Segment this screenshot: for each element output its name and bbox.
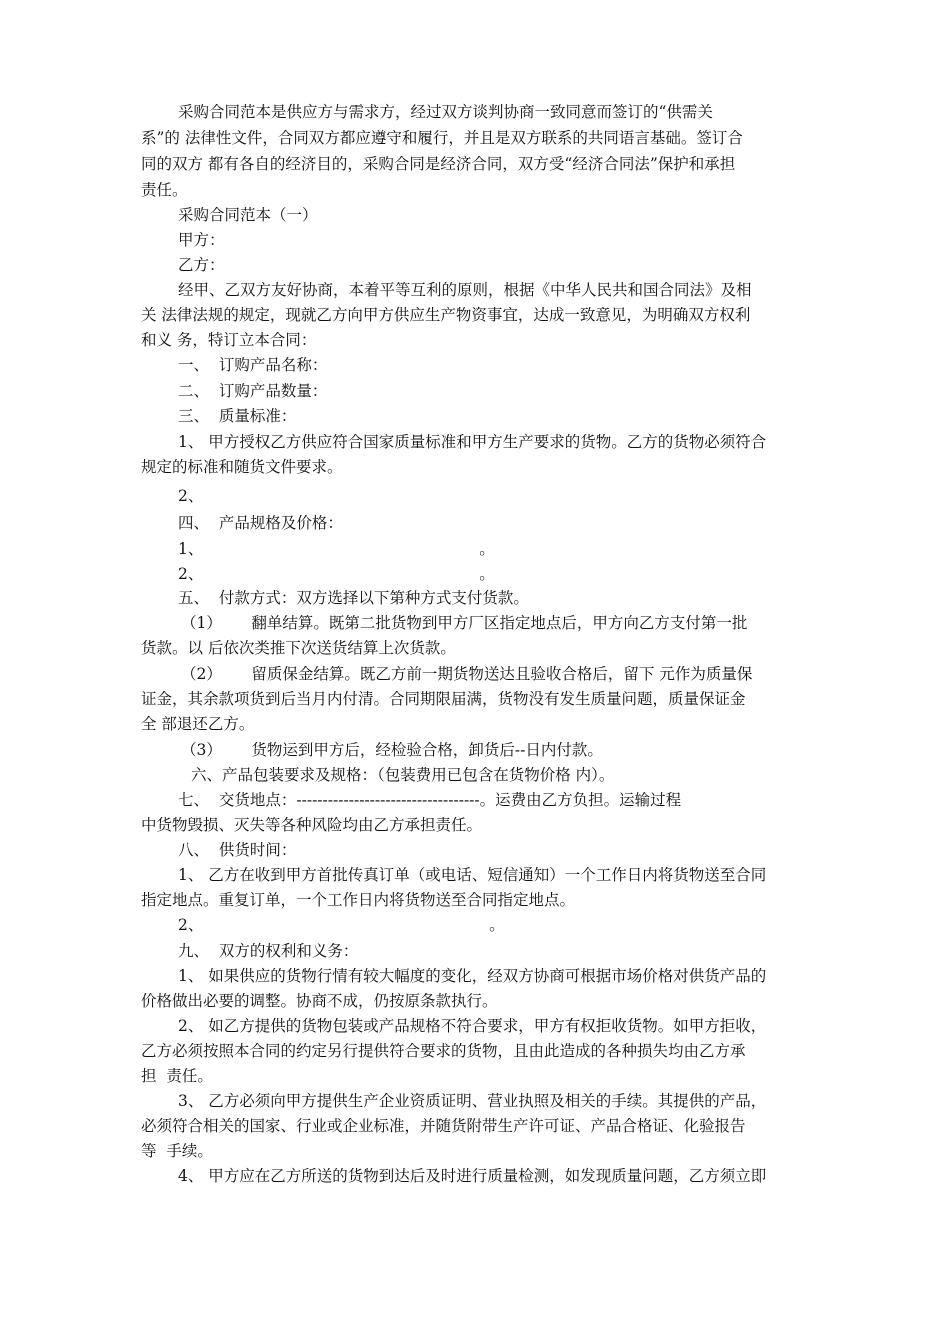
clause-heading: 六、产品包装要求及规格：（包装费用已包含在货物价格 内）。: [191, 766, 615, 784]
text-line: 系”的 法律性文件，合同双方都应遵守和履行，并且是双方联系的共同语言基础。签订合: [141, 129, 743, 147]
text-line: 中货物毁损、灭失等各种风险均由乙方承担责任。: [141, 816, 483, 834]
text-line: 采购合同范本是供应方与需求方，经过双方谈判协商一致同意而签订的“供需关: [178, 103, 713, 121]
text-line: 3、 乙方必须向甲方提供生产企业资质证明、营业执照及相关的手续。其提供的产品，: [178, 1092, 767, 1110]
text-line: （1） 翻单结算。既第二批货物到甲方厂区指定地点后，甲方向乙方支付第一批: [181, 614, 748, 632]
clause-heading: 三、 质量标准：: [178, 407, 297, 425]
text-line: 规定的标准和随货文件要求。: [141, 458, 343, 476]
text-line: 七、 交货地点：-----------------------------------。运费由乙方负担。运输过程: [178, 791, 682, 809]
text-line: 货款。以 后依次类推下次送货结算上次货款。: [141, 639, 456, 657]
text-line: （3） 货物运到甲方后，经检验合格，卸货后--日内付款。: [181, 741, 603, 759]
text-line: 全 部退还乙方。: [141, 715, 255, 733]
text-line: 甲方：: [178, 231, 225, 249]
text-line: 担 责任。: [141, 1067, 213, 1085]
text-line: 2、 如乙方提供的货物包装或产品规格不符合要求，甲方有权拒收货物。如甲方拒收，: [178, 1017, 767, 1035]
text-line: 必须符合相关的国家、行业或企业标准，并随货附带生产许可证、产品合格证、化验报告: [141, 1117, 746, 1135]
text-line: 乙方必须按照本合同的约定另行提供符合要求的货物，且由此造成的各种损失均由乙方承: [141, 1042, 746, 1060]
text-line: 乙方：: [178, 256, 225, 274]
clause-heading: 二、 订购产品数量：: [178, 382, 328, 400]
text-line: 等 手续。: [141, 1142, 213, 1160]
clause-heading: 八、 供货时间：: [178, 841, 297, 859]
text-line: 2、 。: [178, 916, 505, 934]
text-line: 价格做出必要的调整。协商不成，仍按原条款执行。: [141, 992, 498, 1010]
clause-heading: 五、 付款方式：双方选择以下第种方式支付货款。: [178, 589, 529, 607]
text-line: （2） 留质保金结算。既乙方前一期货物送达且验收合格后，留下 元作为质量保: [181, 665, 753, 683]
text-line: 1、 甲方授权乙方供应符合国家质量标准和甲方生产要求的货物。乙方的货物必须符合: [178, 433, 767, 451]
text-line: 关 法律法规的规定，现就乙方向甲方供应生产物资事宜，达成一致意见，为明确双方权利: [141, 306, 751, 324]
text-line: 经甲、乙双方友好协商，本着平等互利的原则，根据《中华人民共和国合同法》及相: [178, 281, 752, 299]
text-line: 责任。: [141, 181, 188, 199]
text-line: 2、 。: [178, 565, 495, 583]
text-line: 指定地点。重复订单，一个工作日内将货物送至合同指定地点。: [141, 891, 576, 909]
text-line: 2、: [178, 487, 204, 505]
text-line: 和义 务，特订立本合同：: [141, 331, 317, 349]
text-line: 1、 如果供应的货物行情有较大幅度的变化，经双方协商可根据市场价格对供货产品的: [178, 967, 767, 985]
text-line: 1、 。: [178, 540, 495, 558]
clause-heading: 九、 双方的权利和义务：: [178, 942, 359, 960]
text-line: 证金，其余款项货到后当月内付清。合同期限届满，货物没有发生质量问题，质量保证金: [141, 690, 746, 708]
clause-heading: 一、 订购产品名称：: [178, 356, 328, 374]
text-line: 1、 乙方在收到甲方首批传真订单（或电话、短信通知）一个工作日内将货物送至合同: [178, 866, 767, 884]
section-title: 采购合同范本（一）: [178, 206, 318, 224]
text-line: 4、 甲方应在乙方所送的货物到达后及时进行质量检测，如发现质量问题，乙方须立即: [178, 1167, 767, 1185]
clause-heading: 四、 产品规格及价格：: [178, 514, 343, 532]
text-line: 同的双方 都有各自的经济目的，采购合同是经济合同，双方受“经济合同法”保护和承担: [141, 155, 736, 173]
